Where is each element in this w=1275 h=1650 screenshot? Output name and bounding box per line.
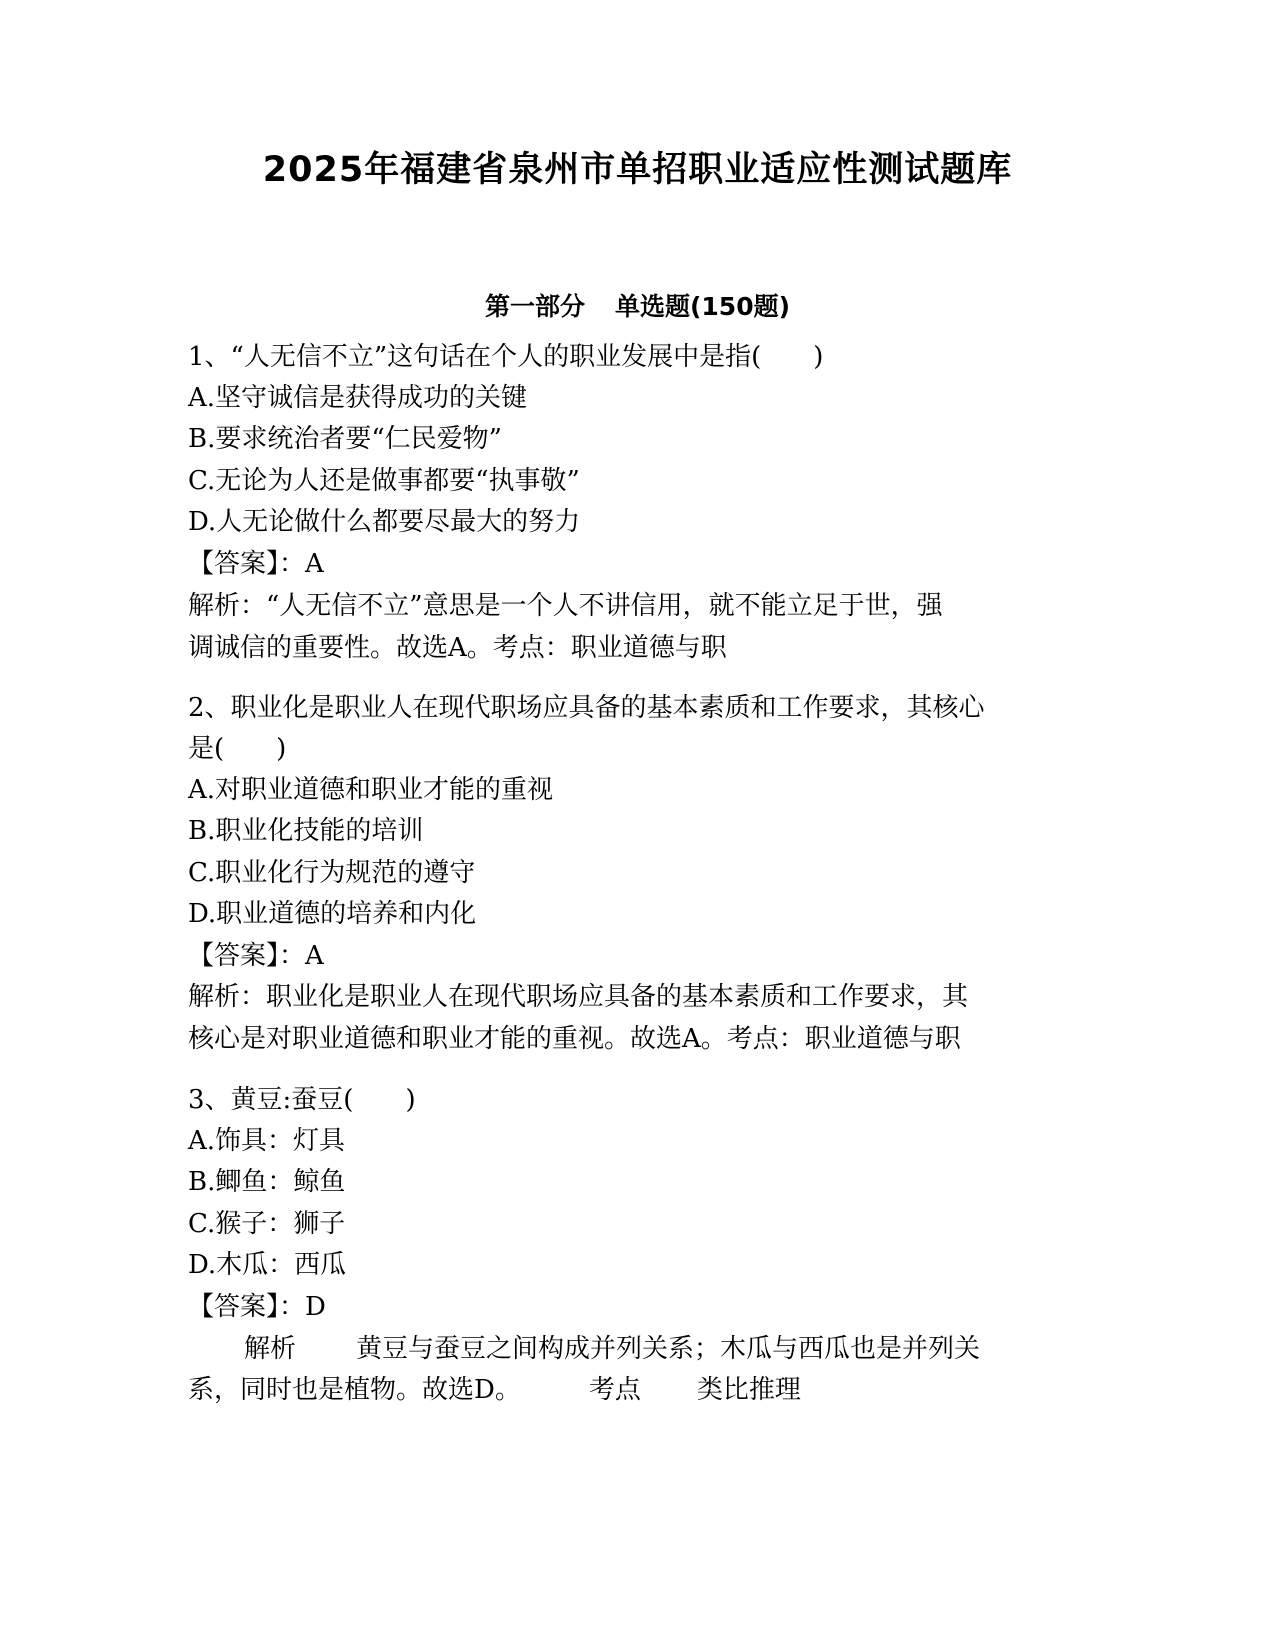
question-1-option-c: C.无论为人还是做事都要“执事敬”: [188, 466, 580, 496]
question-2-stem-line-1: 2、职业化是职业人在现代职场应具备的基本素质和工作要求，其核心: [188, 693, 985, 723]
question-3-option-b: B.鲫鱼：鲸鱼: [188, 1167, 346, 1197]
answer-value: D: [305, 1292, 326, 1322]
answer-value: A: [305, 941, 324, 971]
answer-label: 【答案】：: [188, 549, 306, 579]
section-title: [0, 290, 1275, 324]
section-label: 单选题(150题): [614, 292, 791, 321]
question-2-analysis-line-1: 解析：职业化是职业人在现代职场应具备的基本素质和工作要求，其: [188, 982, 969, 1012]
question-3-analysis-line-1: [188, 1331, 1088, 1367]
question-3-option-a: A.饰具：灯具: [188, 1126, 346, 1156]
question-1-option-b: B.要求统治者要“仁民爱物”: [188, 424, 502, 454]
analysis-tail: 黄豆与蚕豆之间构成并列关系；木瓜与西瓜也是并列关: [356, 1334, 981, 1364]
question-2-option-b: B.职业化技能的培训: [188, 816, 424, 846]
point-label: 考点: [588, 1375, 641, 1405]
question-2-analysis-line-2: 核心是对职业道德和职业才能的重视。故选A。考点：职业道德与职: [188, 1024, 961, 1054]
document-title: 2025年福建省泉州市单招职业适应性测试题库: [262, 150, 1013, 190]
question-1-stem: 1、“人无信不立”这句话在个人的职业发展中是指( ): [188, 342, 824, 372]
analysis-head: 解析: [244, 1334, 297, 1364]
question-2-stem-line-2: 是( ): [188, 734, 287, 764]
question-1-option-d: D.人无论做什么都要尽最大的努力: [188, 507, 581, 537]
question-1-analysis-line-2: 调诚信的重要性。故选A。考点：职业道德与职: [188, 633, 727, 663]
analysis-line-2: 系，同时也是植物。故选D。: [188, 1375, 521, 1405]
question-2-option-c: C.职业化行为规范的遵守: [188, 858, 476, 888]
question-3-option-c: C.猴子：狮子: [188, 1209, 346, 1239]
question-1-analysis-line-1: 解析：“人无信不立”意思是一个人不讲信用，就不能立足于世，强: [188, 591, 943, 621]
question-1-option-a: A.坚守诚信是获得成功的关键: [188, 383, 528, 413]
question-3-analysis-line-2: [188, 1372, 1088, 1408]
question-1-answer: [188, 546, 1088, 582]
answer-label: 【答案】：: [188, 941, 306, 971]
question-3-answer: [188, 1289, 1088, 1325]
answer-label: 【答案】：: [188, 1292, 306, 1322]
question-2-answer: [188, 938, 1088, 974]
section-part: 第一部分: [484, 292, 585, 321]
question-3-option-d: D.木瓜：西瓜: [188, 1250, 347, 1280]
point-value: 类比推理: [696, 1375, 801, 1405]
question-2-option-a: A.对职业道德和职业才能的重视: [188, 775, 554, 805]
question-2-option-d: D.职业道德的培养和内化: [188, 899, 477, 929]
answer-value: A: [305, 549, 324, 579]
question-3-stem: 3、黄豆:蚕豆( ): [188, 1085, 416, 1115]
